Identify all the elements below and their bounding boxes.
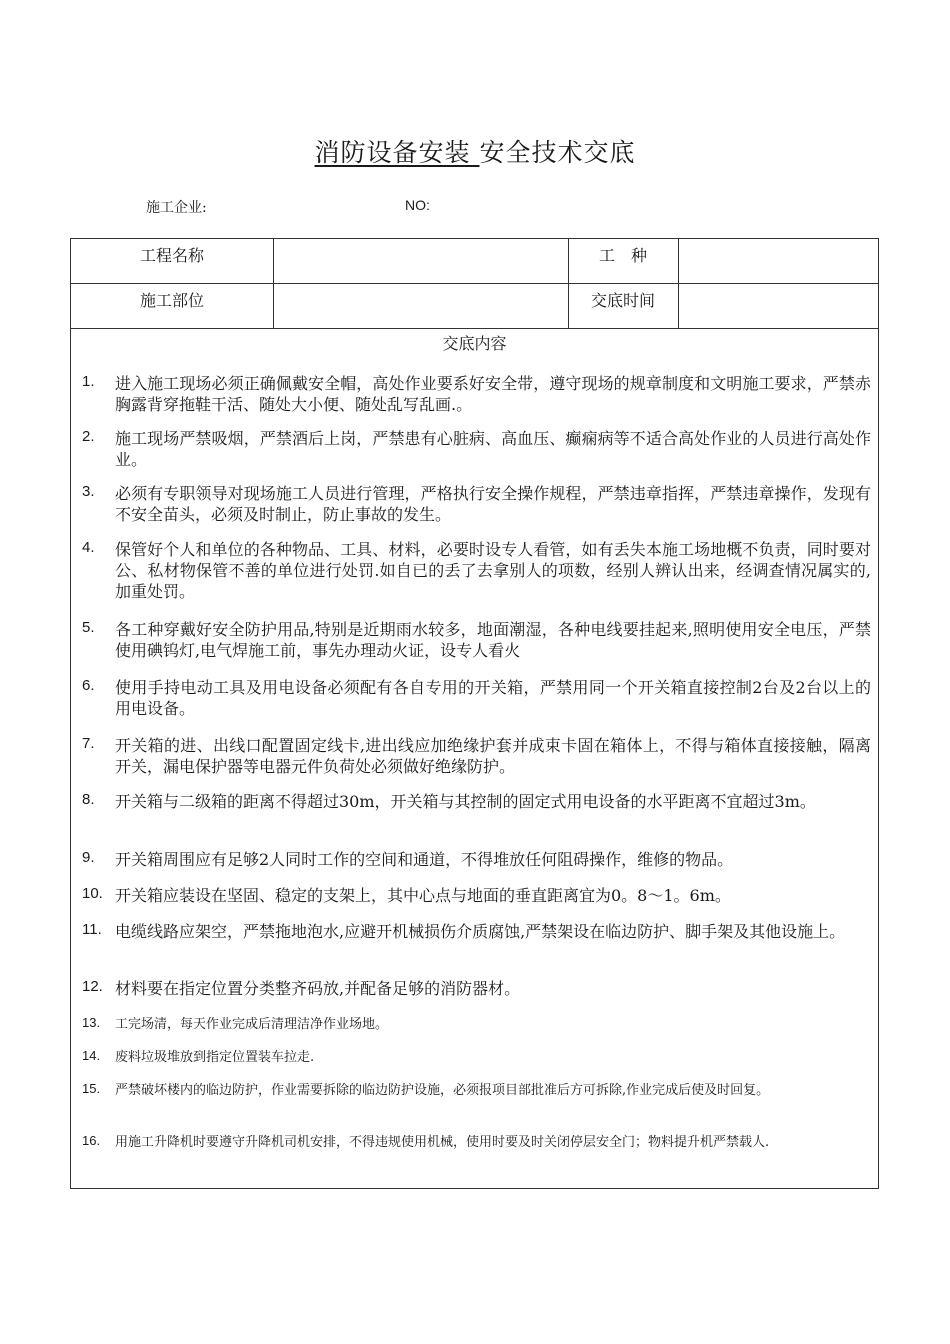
item-number: 11.	[82, 921, 102, 938]
disclosure-table	[70, 238, 879, 1189]
item-number: 16.	[82, 1133, 101, 1148]
row-divider	[71, 328, 878, 329]
item-number: 5.	[82, 619, 95, 636]
item-text: 各工种穿戴好安全防护用品,特别是近期雨水较多，地面潮湿，各种电线要挂起来,照明使用安全电压，严禁使用碘钨灯,电气焊施工前，事先办理动火证，设专人看火	[115, 620, 871, 660]
item-number: 7.	[82, 735, 95, 752]
item-text: 开关箱与二级箱的距离不得超过30m，开关箱与其控制的固定式用电设备的水平距离不宜超过3m。	[115, 792, 816, 811]
item-number: 13.	[82, 1015, 101, 1030]
item-text: 施工现场严禁吸烟，严禁酒后上岗，严禁患有心脏病、高血压、癫痫病等不适合高处作业的人员进行高处作业。	[115, 429, 871, 469]
item-text: 工完场清，每天作业完成后清理洁净作业场地。	[115, 1017, 389, 1032]
item-number: 15.	[82, 1081, 101, 1096]
col-divider	[678, 239, 679, 328]
item-text: 开关箱应装设在坚固、稳定的支架上，其中心点与地面的垂直距离宜为0。8～1。6m。	[115, 886, 731, 905]
item-number: 10.	[82, 885, 103, 902]
time-label: 交底时间	[590, 291, 655, 310]
location-label: 施工部位	[139, 291, 204, 310]
document-title	[0, 133, 950, 169]
item-text: 严禁破坏楼内的临边防护，作业需要拆除的临边防护设施，必须报项目部批准后方可拆除,作业完成后使及时回复。	[115, 1083, 770, 1098]
item-number: 2.	[82, 428, 95, 445]
item-number: 12.	[82, 978, 103, 995]
trade-label: 工 种	[598, 246, 647, 265]
item-number: 8.	[82, 791, 95, 808]
company-label: 施工企业:	[146, 200, 207, 216]
item-text: 用施工升降机时要遵守升降机司机安排，不得违规使用机械，使用时要及时关闭停层安全门；物料提升机严禁载人.	[115, 1135, 770, 1150]
title-underlined-part: 消防设备安装	[314, 138, 480, 167]
item-text: 材料要在指定位置分类整齐码放,并配备足够的消防器材。	[115, 979, 521, 998]
item-text: 开关箱周围应有足够2人同时工作的空间和通道，不得堆放任何阻碍操作，维修的物品。	[115, 850, 734, 869]
no-label: NO:	[405, 197, 430, 213]
col-divider	[273, 239, 274, 328]
project-name-label: 工程名称	[139, 246, 204, 265]
item-number: 4.	[82, 539, 95, 556]
title-rest: 安全技术交底	[479, 138, 636, 167]
item-text: 电缆线路应架空，严禁拖地泡水,应避开机械损伤介质腐蚀,严禁架设在临边防护、脚手架及其他设施上。	[115, 922, 846, 941]
item-number: 1.	[82, 373, 95, 390]
item-number: 9.	[82, 849, 95, 866]
item-text: 废料垃圾堆放到指定位置装车拉走.	[115, 1050, 315, 1065]
item-text: 保管好个人和单位的各种物品、工具、材料，必要时设专人看管，如有丢失本施工场地概不负责，同时要对公、私材物保管不善的单位进行处罚.如自已的丢了去拿别人的项数，经别人辨认出来，经调查情况属实的,加重处罚。	[115, 540, 871, 601]
item-number: 6.	[82, 677, 95, 694]
item-text: 必须有专职领导对现场施工人员进行管理，严格执行安全操作规程，严禁违章指挥，严禁违章操作，发现有不安全苗头，必须及时制止，防止事故的发生。	[115, 484, 871, 524]
item-text: 开关箱的进、出线口配置固定线卡,进出线应加绝缘护套并成束卡固在箱体上，不得与箱体直接接触，隔离开关，漏电保护器等电器元件负荷处必须做好绝缘防护。	[115, 736, 871, 776]
row-divider	[71, 283, 878, 284]
item-number: 14.	[82, 1048, 101, 1063]
item-text: 使用手持电动工具及用电设备必须配有各自专用的开关箱，严禁用同一个开关箱直接控制2台及2台以上的用电设备。	[115, 678, 871, 718]
content-header: 交底内容	[442, 334, 507, 353]
item-number: 3.	[82, 483, 95, 500]
item-text: 进入施工现场必须正确佩戴安全帽，高处作业要系好安全带，遵守现场的规章制度和文明施工要求，严禁赤胸露背穿拖鞋干活、随处大小便、随处乱写乱画.。	[115, 374, 871, 414]
